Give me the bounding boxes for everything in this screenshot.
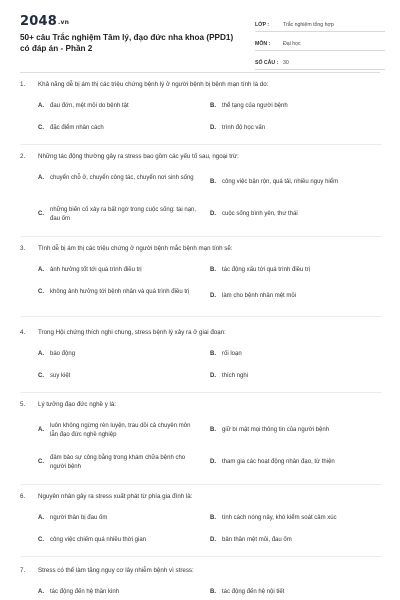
question-stem: Những tác động thường gây ra stress bao gồm các yếu tố sau, ngoại trừ: [38,153,239,160]
question-number: 4. [20,329,26,336]
option-b[interactable] [210,102,288,111]
option-text: tham gia các hoạt động nhân đạo, từ thiện [222,459,335,465]
option-a[interactable] [38,102,129,111]
option-text: thích nghi [222,373,249,379]
option-b[interactable] [210,514,337,523]
option-c[interactable] [38,454,210,471]
meta-info [255,15,385,72]
option-a[interactable] [38,174,210,183]
option-b[interactable] [210,350,242,359]
meta-key: SỐ CÂU : [255,60,279,66]
option-letter: A. [38,427,44,434]
logo-tld: .vn [57,19,70,26]
option-letter: B. [210,179,216,185]
option-text: báo động [50,351,76,357]
option-text: luôn không ngừng rèn luyện, trau dồi cả chuyên môn lẫn đạo đức nghề nghiệp [50,423,191,438]
option-letter: A. [38,589,44,595]
question-separator [20,392,382,393]
question-separator [20,556,382,557]
option-letter: A. [38,267,44,273]
question-text [20,80,382,89]
option-text: đảm bảo sự công bằng trong khám chữa bệnh cho người bệnh [50,455,186,470]
question-text [20,492,382,501]
option-text: không ảnh hưởng tới bệnh nhân và quá trình điều trị [50,289,190,295]
option-a[interactable] [38,350,75,359]
option-text: suy kiệt [50,373,71,379]
meta-value: 30 [283,60,289,66]
question-separator [20,144,382,145]
option-letter: C. [38,537,44,543]
option-letter: B. [210,103,216,109]
option-text: tác động xấu tới quá trình điều trị [222,267,310,273]
option-b[interactable] [210,178,338,187]
site-logo[interactable] [20,14,69,29]
option-text: tác động đến hệ nội tiết [222,589,285,595]
question-stem: Khả năng dễ bị ám thị các triệu chứng bệnh lý ở người bệnh bị bệnh mạn tính là do: [38,81,269,88]
question-stem: Lý tưởng đạo đức nghề y là: [38,401,117,408]
question-number: 1. [20,81,26,88]
option-text: giữ bí mật mọi thông tin của người bệnh [222,427,330,433]
option-text: bản thân mệt mỏi, đau ốm [222,537,292,543]
meta-row-class [255,15,385,32]
option-letter: A. [38,351,44,357]
option-letter: C. [38,125,44,131]
option-text: chuyển chỗ ở, chuyển công tác, chuyển nơi sinh sống [50,175,194,181]
option-a[interactable] [38,266,142,275]
option-b[interactable] [210,426,329,435]
meta-value: Đại học [283,41,301,47]
option-letter: D. [210,293,216,299]
option-text: công việc chiếm quá nhiều thời gian [50,537,146,543]
option-letter: D. [210,125,216,131]
option-d[interactable] [210,210,298,219]
meta-row-subject [255,34,385,51]
option-text: trình độ học vấn [222,125,266,131]
option-letter: B. [210,267,216,273]
question-stem: Trong Hội chứng thích nghi chung, stress bệnh lý xảy ra ở giai đoạn: [38,329,226,336]
question-separator [20,316,382,317]
option-text: thể tạng của người bệnh [222,103,288,109]
option-text: tính cách nóng nảy, khó kiểm soát cảm xúc [222,515,337,521]
option-text: ảnh hưởng tốt tới quá trình điều trị [50,267,142,273]
option-text: làm cho bệnh nhân mệt mỏi [222,293,297,299]
question-separator [20,236,382,237]
option-d[interactable] [210,372,248,381]
option-letter: B. [210,589,216,595]
option-letter: B. [210,427,216,433]
option-b[interactable] [210,266,310,275]
question-text [20,244,382,253]
option-d[interactable] [210,536,292,545]
logo-text: 2048 [20,14,57,29]
option-text: những biến cố xảy ra bất ngờ trong cuộc sống: tai nạn, đau ốm [50,207,197,222]
option-d[interactable] [210,458,335,467]
option-text: đau đớn, mệt mỏi do bệnh tật [50,103,129,109]
option-letter: A. [38,515,44,521]
option-a[interactable] [38,588,119,597]
option-letter: D. [210,459,216,465]
header-divider [20,72,380,73]
meta-key: MÔN : [255,41,271,47]
option-letter: C. [38,459,44,466]
question-number: 5. [20,401,26,408]
option-c[interactable] [38,288,210,297]
option-c[interactable] [38,372,70,381]
option-letter: B. [210,515,216,521]
option-letter: C. [38,211,44,218]
question-text [20,152,382,161]
option-text: tác động đến hệ thần kinh [50,589,120,595]
option-text: rối loạn [222,351,242,357]
meta-row-count [255,53,385,70]
option-d[interactable] [210,124,265,133]
document-header [0,0,400,68]
option-letter: C. [38,289,44,295]
option-letter: D. [210,211,216,217]
option-text: đặc điểm nhân cách [50,125,104,131]
question-separator [20,484,382,485]
option-letter: D. [210,373,216,379]
question-text [20,400,382,409]
option-letter: B. [210,351,216,357]
document-title: 50+ câu Trắc nghiệm Tâm lý, đạo đức nha khoa (PPD1) có đáp án - Phần 2 [20,33,234,53]
option-a[interactable] [38,514,107,523]
option-text: người thân bị đau ốm [50,515,108,521]
question-stem: Nguyên nhân gây ra stress xuất phát từ phía gia đình là: [38,493,193,500]
option-text: công việc bận rộn, quá tải, nhiều nguy hiểm [222,179,339,185]
question-stem: Tính dễ bị ám thị các triệu chứng ở người bệnh mắc bệnh mạn tính sẽ: [38,245,233,252]
option-letter: A. [38,103,44,109]
option-letter: C. [38,373,44,379]
option-letter: D. [210,537,216,543]
option-b[interactable] [210,588,284,597]
option-c[interactable] [38,206,210,223]
question-text [20,566,382,575]
question-text [20,328,382,337]
option-c[interactable] [38,124,104,133]
option-d[interactable] [210,292,296,301]
option-letter: A. [38,175,44,181]
question-number: 7. [20,567,26,574]
question-number: 2. [20,153,26,160]
option-c[interactable] [38,536,146,545]
option-a[interactable] [38,422,210,439]
question-number: 3. [20,245,26,252]
question-number: 6. [20,493,26,500]
question-stem: Stress có thể làm tăng nguy cơ lây nhiễm bệnh vì stress: [38,567,194,574]
meta-key: LỚP : [255,22,270,28]
option-text: cuộc sống bình yên, thư thái [222,211,298,217]
meta-value: Trắc nghiệm tổng hợp [283,22,334,28]
